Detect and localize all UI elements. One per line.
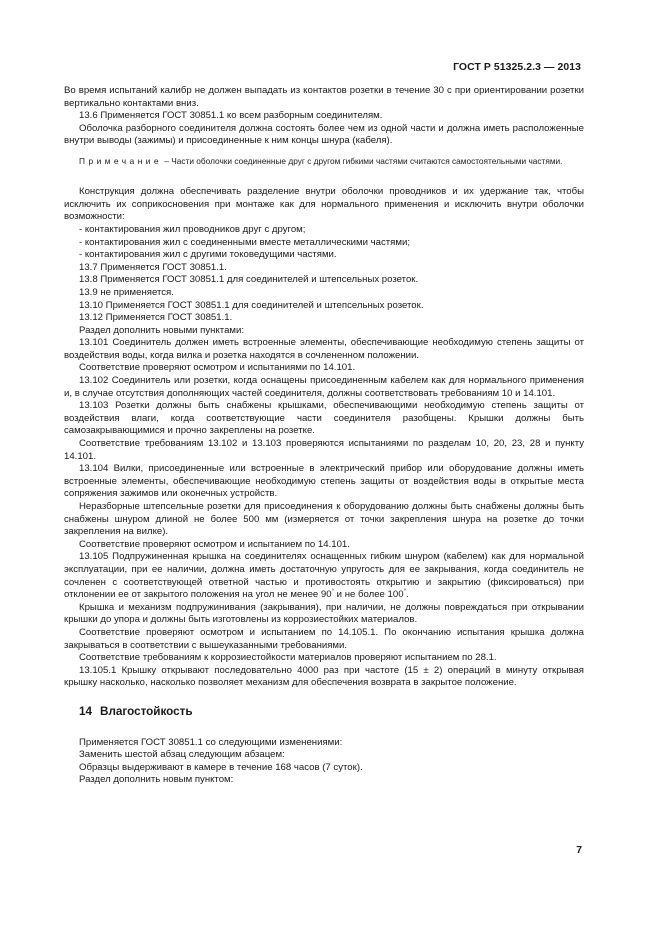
clause-13-8: 13.8 Применяется ГОСТ 30851.1 для соединителей и штепсельных розеток. xyxy=(79,274,419,286)
paragraph: Раздел дополнить новым пунктом: xyxy=(79,774,234,786)
paragraph: Конструкция должна обеспечивать разделение внутри оболочки проводников и их удержание так, чтобы исключить их соприкосновения при монтаже как для нормального применения и исключить внутри оболочки возможности: xyxy=(64,186,584,223)
list-item: - контактирования жил проводников друг с другом; xyxy=(79,223,306,235)
paragraph: Крышка и механизм подпружинивания (закрывания), при наличии, не должны повреждаться при открывании крышки до упора и должны быть изготовлены из коррозиестойких материалов. xyxy=(64,601,584,626)
clause-13-12: 13.12 Применяется ГОСТ 30851.1. xyxy=(79,312,233,324)
paragraph: Соответствие проверяют осмотром и испытанием по 14.105.1. По окончанию испытания крышка должна закрываться в соответствии с вышеуказанными требованиями. xyxy=(64,626,584,651)
section-number: 14 xyxy=(79,704,93,718)
clause-13-101: 13.101 Соединитель должен иметь встроенные элементы, обеспечивающие необходимую степень защиты от воздействия воды, когда вилка и розетка находятся в сочлененном положении. xyxy=(64,337,584,361)
paragraph: Соответствие проверяют осмотром и испытанием по 14.101. xyxy=(79,538,350,550)
clause-13-105-1: 13.105.1 Крышку открывают последовательно 4000 раз при частоте (15 ± 2) операций в минуту открывая крышку насколько, насколько позволяет механизм для обеспечения возврата в закрытое положение. xyxy=(64,664,584,689)
page-content xyxy=(64,85,584,787)
degree-mark: ° xyxy=(403,588,406,595)
clause-13-105-text: 13.105 Подпружиненная крышка на соединителях оснащенных гибким шнуром (кабелем) как для нормальной эксплуатации, при ее наличии, должна иметь достаточную упругость для ее закрывания, когда соединитель не сочленен с соответствующей ответной частью и противостоять открытию и закрытию (фиксироваться) при отклонении ее от закрытого положения на угол не менее 90 xyxy=(64,551,584,601)
paragraph: Образцы выдерживают в камере в течение 168 часов (7 суток). xyxy=(79,761,363,773)
paragraph: Неразборные штепсельные розетки для присоединения к оборудованию должны быть снабжены должны быть снабжены шнуром длиной не более 500 мм (измеряется от точки закрепления шнура на розетке до точки закрепления на вилке). xyxy=(64,501,584,538)
paragraph: Раздел дополнить новыми пунктами: xyxy=(79,324,245,336)
paragraph: Применяется ГОСТ 30851.1 со следующими изменениями: xyxy=(79,736,343,748)
clause-13-7: 13.7 Применяется ГОСТ 30851.1. xyxy=(79,261,227,273)
clause-13-104: 13.104 Вилки, присоединенные или встроенные в электрический прибор или оборудование должны иметь встроенные элементы, обеспечивающие необходимую степень защиты от воздействия воды в открытые места сопряжения зажимов или оконечных устройств. xyxy=(64,463,584,500)
section-heading xyxy=(79,706,584,719)
page-number: 7 xyxy=(576,845,582,856)
clause-13-105-text-cont: и не более 100 xyxy=(334,589,404,601)
section-title: Влагостойкость xyxy=(100,704,193,718)
note-text: – Части оболочки соединенные друг с другом гибкими частями считаются самостоятельными частями. xyxy=(162,155,563,166)
clause-13-6: 13.6 Применяется ГОСТ 30851.1 ко всем разборным соединителям. xyxy=(79,110,383,122)
list-item: - контактирования жил с другими токоведущими частями. xyxy=(79,249,337,261)
clause-13-9: 13.9 не применяется. xyxy=(79,286,174,298)
paragraph: Соответствие проверяют осмотром и испытаниями по 14.101. xyxy=(79,362,356,374)
paragraph: Соответствие требованиям к коррозиестойкости материалов проверяют испытанием по 28.1. xyxy=(79,652,497,664)
clause-13-102: 13.102 Соединитель или розетки, когда оснащены присоединенным кабелем как для нормального применения и, в случае отсутствия дополняющих частей соединителя, должны соответствовать требованиям 10 и 14.101. xyxy=(64,375,584,399)
list-item: - контактирования жил с соединенными вместе металлическими частями; xyxy=(79,236,411,248)
paragraph: Во время испытаний калибр не должен выпадать из контактов розетки в течение 30 с при ориентировании розетки вертикально контактами вниз. xyxy=(64,85,584,109)
degree-mark: ° xyxy=(331,588,335,595)
document-header: ГОСТ Р 51325.2.3 — 2013 xyxy=(453,62,581,73)
paragraph: Заменить шестой абзац следующим абзацем: xyxy=(79,749,285,761)
note-label: Примечание xyxy=(79,155,163,166)
clause-13-10: 13.10 Применяется ГОСТ 30851.1 для соединителей и штепсельных розеток. xyxy=(79,299,424,311)
clause-13-105 xyxy=(64,551,584,601)
paragraph: Оболочка разборного соединителя должна состоять более чем из одной части и должна иметь расположенные внутри выводы (зажимы) и присоединенные к ним концы шнура (кабеля). xyxy=(64,122,584,147)
note xyxy=(64,156,584,167)
paragraph: Соответствие требованиям 13.102 и 13.103 проверяются испытаниями по разделам 10, 20, 23, 28 и пункту 14.101. xyxy=(64,438,584,462)
clause-13-103: 13.103 Розетки должны быть снабжены крышками, обеспечивающими необходимую степень защиты от воздействия влаги, когда соответствующие части соединителя разобщены. Крышки должны быть самозакрывающимися и прочно закреплены на розетке. xyxy=(64,400,584,437)
clause-13-105-end: . xyxy=(405,589,409,601)
